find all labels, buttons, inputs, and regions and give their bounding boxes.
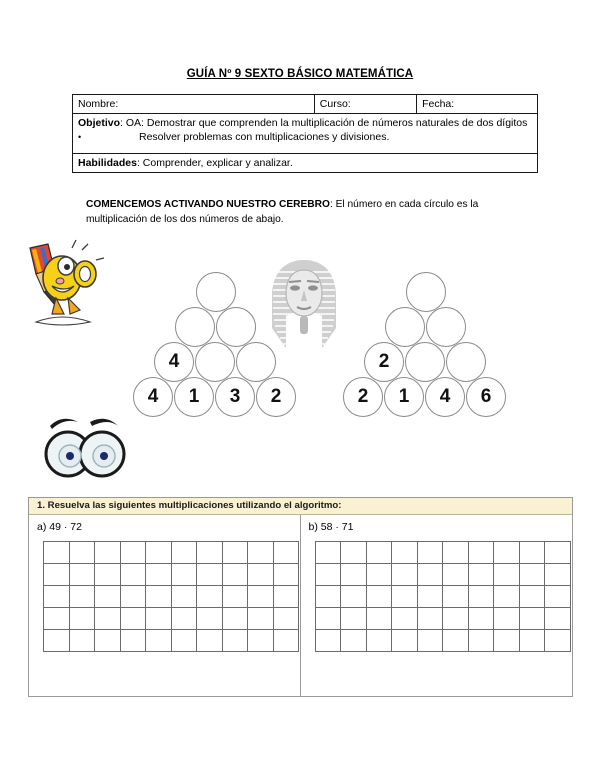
answer-grid-cell[interactable] — [44, 608, 70, 630]
answer-grid-row — [44, 608, 299, 630]
answer-grid-cell[interactable] — [545, 564, 571, 586]
answer-grid-cell[interactable] — [120, 630, 146, 652]
answer-grid-cell[interactable] — [146, 608, 172, 630]
answer-grid-cell[interactable] — [222, 608, 248, 630]
answer-grid-cell[interactable] — [468, 630, 494, 652]
table-row — [73, 154, 538, 173]
answer-grid-cell[interactable] — [273, 608, 299, 630]
answer-grid-cell[interactable] — [315, 542, 341, 564]
page-title: GUÍA Nº 9 SEXTO BÁSICO MATEMÁTICA — [186, 68, 414, 80]
answer-grid-cell[interactable] — [341, 542, 367, 564]
answer-grid-cell[interactable] — [248, 608, 274, 630]
answer-grid-row — [315, 586, 570, 608]
answer-grid-cell[interactable] — [315, 630, 341, 652]
objetivo-text: : OA: Demostrar que comprenden la multiplicación de números naturales de dos dígitos — [120, 117, 528, 130]
answer-grid-cell[interactable] — [392, 586, 418, 608]
answer-grid-cell[interactable] — [120, 542, 146, 564]
answer-grid-cell[interactable] — [545, 608, 571, 630]
answer-grid-cell[interactable] — [197, 586, 223, 608]
answer-grid-cell[interactable] — [468, 542, 494, 564]
answer-grid-cell[interactable] — [315, 586, 341, 608]
answer-grid-a[interactable] — [43, 541, 299, 652]
answer-grid-cell[interactable] — [95, 564, 121, 586]
answer-grid-cell[interactable] — [120, 608, 146, 630]
nombre-cell[interactable]: Nombre: — [73, 95, 315, 114]
answer-grid-cell[interactable] — [44, 630, 70, 652]
answer-grid-cell[interactable] — [443, 630, 469, 652]
answer-grid-cell[interactable] — [248, 564, 274, 586]
answer-grid-cell[interactable] — [341, 586, 367, 608]
pyramid-circle[interactable]: 2 — [364, 342, 404, 382]
answer-grid-cell[interactable] — [44, 586, 70, 608]
pyramid-circle[interactable] — [385, 307, 425, 347]
pyramid-circle[interactable]: 3 — [215, 377, 255, 417]
answer-grid-cell[interactable] — [197, 542, 223, 564]
pyramid-circle[interactable] — [216, 307, 256, 347]
objetivo-bullet-text: Resolver problemas con multiplicaciones y divisiones. — [139, 131, 390, 144]
answer-grid-cell[interactable] — [468, 608, 494, 630]
answer-grid-cell[interactable] — [69, 542, 95, 564]
habilidades-cell — [73, 154, 538, 173]
answer-grid-cell[interactable] — [494, 630, 520, 652]
answer-grid-cell[interactable] — [417, 564, 443, 586]
objetivo-bullet-line — [78, 130, 532, 144]
answer-grid-cell[interactable] — [248, 586, 274, 608]
answer-grid-cell[interactable] — [146, 542, 172, 564]
answer-grid-cell[interactable] — [519, 586, 545, 608]
answer-grid-cell[interactable] — [273, 586, 299, 608]
pyramid-right — [343, 272, 507, 417]
exercise-item-b — [301, 515, 573, 697]
answer-grid-cell[interactable] — [494, 608, 520, 630]
pyramid-circle[interactable] — [195, 342, 235, 382]
objetivo-line — [78, 116, 532, 130]
answer-grid-cell[interactable] — [248, 542, 274, 564]
answer-grid-cell[interactable] — [366, 608, 392, 630]
answer-grid-cell[interactable] — [519, 630, 545, 652]
pyramid-circle[interactable]: 4 — [154, 342, 194, 382]
answer-grid-cell[interactable] — [273, 542, 299, 564]
answer-grid-cell[interactable] — [171, 608, 197, 630]
answer-grid-cell[interactable] — [69, 630, 95, 652]
answer-grid-cell[interactable] — [197, 630, 223, 652]
answer-grid-cell[interactable] — [69, 586, 95, 608]
answer-grid-cell[interactable] — [248, 630, 274, 652]
answer-grid-cell[interactable] — [417, 586, 443, 608]
exercise-header: 1. Resuelva las siguientes multiplicaciones utilizando el algoritmo: — [29, 498, 572, 515]
pyramid-circle[interactable] — [236, 342, 276, 382]
answer-grid-cell[interactable] — [443, 564, 469, 586]
answer-grid-cell[interactable] — [146, 630, 172, 652]
answer-grid-cell[interactable] — [392, 542, 418, 564]
answer-grid-cell[interactable] — [44, 542, 70, 564]
answer-grid-row — [315, 564, 570, 586]
answer-grid-cell[interactable] — [494, 586, 520, 608]
answer-grid-cell[interactable] — [95, 542, 121, 564]
answer-grid-cell[interactable] — [545, 586, 571, 608]
habilidades-label: Habilidades — [78, 157, 137, 170]
answer-grid-cell[interactable] — [69, 608, 95, 630]
answer-grid-cell[interactable] — [146, 564, 172, 586]
pyramid-circle[interactable]: 2 — [343, 377, 383, 417]
answer-grid-row — [44, 586, 299, 608]
answer-grid-cell[interactable] — [44, 564, 70, 586]
answer-grid-cell[interactable] — [468, 564, 494, 586]
curso-cell[interactable]: Curso: — [314, 95, 416, 114]
intro-bold-text: COMENCEMOS ACTIVANDO NUESTRO CEREBRO — [86, 199, 330, 210]
answer-grid-cell[interactable] — [95, 630, 121, 652]
answer-grid-cell[interactable] — [392, 630, 418, 652]
answer-grid-cell[interactable] — [120, 586, 146, 608]
answer-grid-cell[interactable] — [417, 542, 443, 564]
answer-grid-cell[interactable] — [95, 586, 121, 608]
exercise-label-a: a) 49 · 72 — [37, 521, 82, 533]
student-info-table — [72, 94, 538, 173]
answer-grid-cell[interactable] — [545, 630, 571, 652]
answer-grid-row — [315, 630, 570, 652]
pyramid-circle[interactable]: 4 — [425, 377, 465, 417]
answer-grid-cell[interactable] — [95, 608, 121, 630]
fecha-cell[interactable]: Fecha: — [417, 95, 538, 114]
answer-grid-cell[interactable] — [519, 564, 545, 586]
answer-grid-cell[interactable] — [494, 564, 520, 586]
pyramid-circle[interactable] — [426, 307, 466, 347]
exercise-box — [28, 497, 573, 697]
answer-grid-cell[interactable] — [443, 608, 469, 630]
intro-rest-text: : El número en cada círculo es la multiplicación de los dos números de abajo. — [86, 199, 479, 225]
objetivo-cell — [73, 114, 538, 154]
answer-grid-cell[interactable] — [392, 564, 418, 586]
table-row — [73, 114, 538, 154]
answer-grid-b-body — [315, 542, 570, 652]
answer-grid-cell[interactable] — [273, 564, 299, 586]
answer-grid-cell[interactable] — [443, 586, 469, 608]
answer-grid-b[interactable] — [315, 541, 571, 652]
answer-grid-cell[interactable] — [366, 586, 392, 608]
intro-paragraph — [86, 198, 526, 228]
pyramid-circle[interactable] — [446, 342, 486, 382]
pyramid-circle[interactable] — [175, 307, 215, 347]
answer-grid-cell[interactable] — [222, 586, 248, 608]
answer-grid-cell[interactable] — [341, 630, 367, 652]
bullet-icon: • — [78, 132, 82, 143]
pyramid-circle[interactable]: 2 — [256, 377, 296, 417]
answer-grid-cell[interactable] — [69, 564, 95, 586]
answer-grid-cell[interactable] — [197, 608, 223, 630]
answer-grid-row — [44, 630, 299, 652]
answer-grid-cell[interactable] — [171, 630, 197, 652]
answer-grid-cell[interactable] — [417, 630, 443, 652]
answer-grid-cell[interactable] — [197, 564, 223, 586]
exercise-label-b: b) 58 · 71 — [308, 521, 354, 533]
exercise-item-a — [29, 515, 301, 697]
pyramid-circle[interactable] — [406, 272, 446, 312]
answer-grid-cell[interactable] — [315, 564, 341, 586]
answer-grid-cell[interactable] — [171, 564, 197, 586]
answer-grid-cell[interactable] — [366, 564, 392, 586]
answer-grid-cell[interactable] — [120, 564, 146, 586]
answer-grid-cell[interactable] — [443, 542, 469, 564]
cartoon-eyes-icon — [42, 412, 126, 484]
answer-grid-row — [315, 542, 570, 564]
answer-grid-cell[interactable] — [222, 630, 248, 652]
answer-grid-a-body — [44, 542, 299, 652]
answer-grid-row — [44, 564, 299, 586]
table-row — [73, 95, 538, 114]
cartoon-character-with-pencil-icon — [12, 226, 108, 334]
answer-grid-cell[interactable] — [366, 630, 392, 652]
answer-grid-cell[interactable] — [341, 608, 367, 630]
answer-grid-cell[interactable] — [171, 586, 197, 608]
answer-grid-cell[interactable] — [273, 630, 299, 652]
pyramid-circle[interactable] — [405, 342, 445, 382]
objetivo-label: Objetivo — [78, 117, 121, 130]
answer-grid-cell[interactable] — [468, 586, 494, 608]
exercise-body — [29, 515, 572, 697]
habilidades-text: : Comprender, explicar y analizar. — [136, 157, 293, 170]
answer-grid-cell[interactable] — [341, 564, 367, 586]
answer-grid-cell[interactable] — [171, 542, 197, 564]
answer-grid-cell[interactable] — [417, 608, 443, 630]
pyramid-circle[interactable]: 1 — [384, 377, 424, 417]
pyramid-circle[interactable]: 1 — [174, 377, 214, 417]
answer-grid-cell[interactable] — [519, 608, 545, 630]
pyramid-left — [133, 272, 297, 417]
answer-grid-cell[interactable] — [494, 542, 520, 564]
pyramid-circle[interactable]: 6 — [466, 377, 506, 417]
answer-grid-cell[interactable] — [366, 542, 392, 564]
answer-grid-cell[interactable] — [519, 542, 545, 564]
answer-grid-row — [44, 542, 299, 564]
answer-grid-cell[interactable] — [222, 564, 248, 586]
answer-grid-cell[interactable] — [315, 608, 341, 630]
answer-grid-cell[interactable] — [146, 586, 172, 608]
pyramid-circle[interactable]: 4 — [133, 377, 173, 417]
answer-grid-cell[interactable] — [392, 608, 418, 630]
answer-grid-row — [315, 608, 570, 630]
answer-grid-cell[interactable] — [545, 542, 571, 564]
pyramid-circle[interactable] — [196, 272, 236, 312]
answer-grid-cell[interactable] — [222, 542, 248, 564]
